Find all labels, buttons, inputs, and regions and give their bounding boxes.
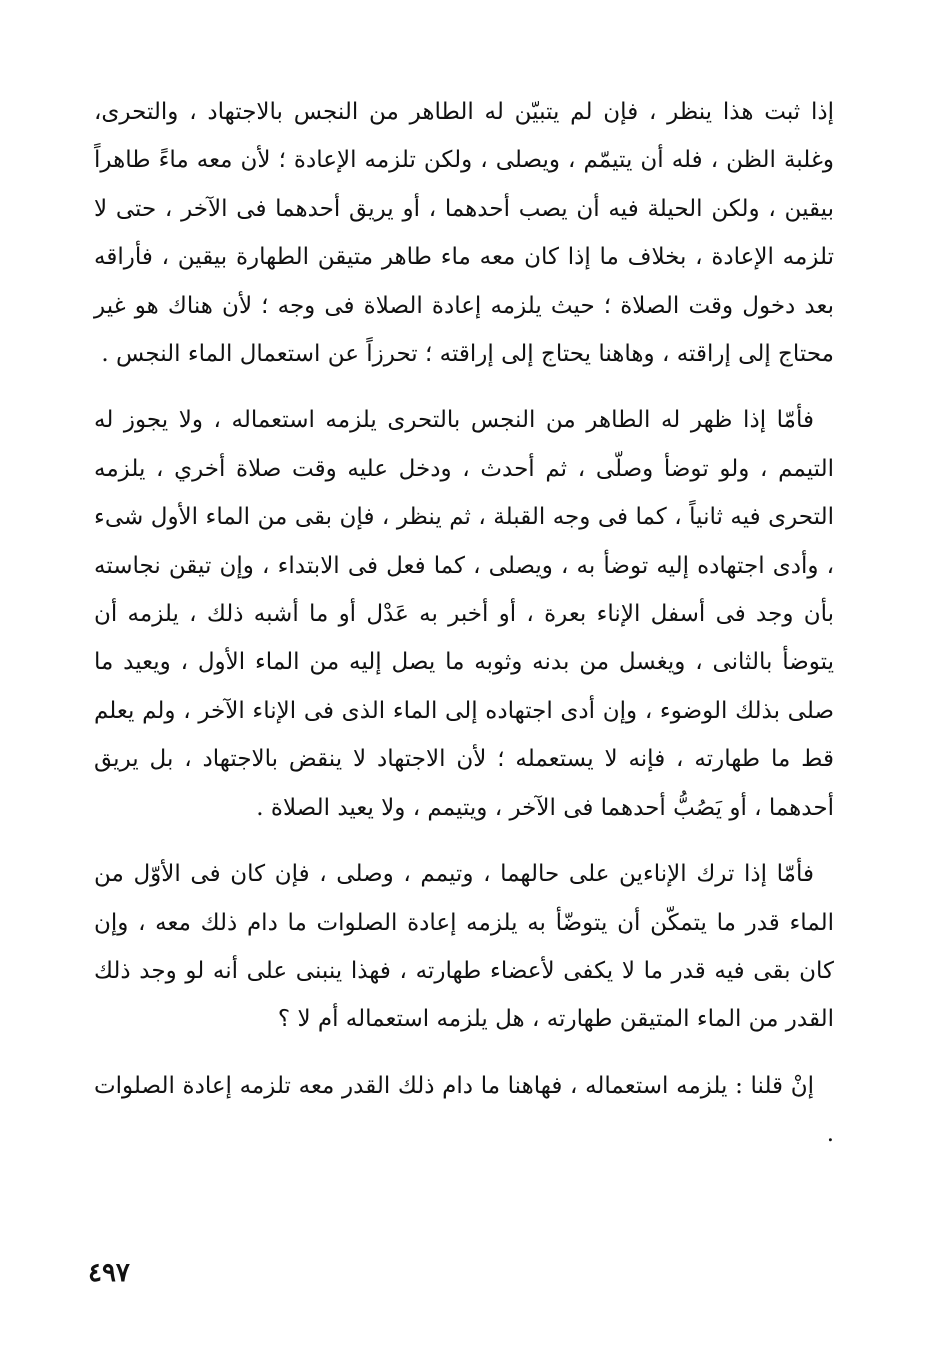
- paragraph-2: فأمّا إذا ظهر له الطاهر من النجس بالتحرى يلزمه استعماله ، ولا يجوز له التيمم ، ولو توضأ وصلّى ، ثم أحدث ، ودخل عليه وقت صلاة أخري ، يلزمه التحرى فيه ثانياً ، كما فى وجه القبلة ، ثم ينظر ، فإن بقى من الماء الأول شىء ، وأدى اجتهاده إليه توضأ به ، ويصلى ، كما فعل فى الابتداء ، وإن تيقن نجاسته بأن وجد فى أسفل الإناء بعرة ، أو أخبر به عَدْل أو ما أشبه ذلك ، يلزمه أن يتوضأ بالثانى ، ويغسل من بدنه وثوبه ما يصل إليه من الماء الأول ، ويعيد ما صلى بذلك الوضوء ، وإن أدى اجتهاده إلى الماء الذى فى الإناء الآخر ، ولم يعلم قط ما طهارته ، فإنه لا يستعمله ؛ لأن الاجتهاد لا ينقض بالاجتهاد ، بل يريق أحدهما ، أو يَصُبُّ أحدهما فى الآخر ، ويتيمم ، ولا يعيد الصلاة .: [94, 407, 834, 821]
- paragraph-3: فأمّا إذا ترك الإناءين على حالهما ، وتيمم ، وصلى ، فإن كان فى الأوّل من الماء قدر ما يتمكّن أن يتوضّأ به يلزمه إعادة الصلوات ما دام ذلك معه ، وإن كان بقى فيه قدر ما لا يكفى لأعضاء طهارته ، فهذا ينبنى على أنه لو وجد ذلك القدر من الماء المتيقن طهارته ، هل يلزمه استعماله أم لا ؟: [94, 861, 834, 1033]
- paragraph-1: إذا ثبت هذا ينظر ، فإن لم يتبيّن له الطاهر من النجس بالاجتهاد ، والتحرى، وغلبة الظن ، فله أن يتيمّم ، ويصلى ، ولكن تلزمه الإعادة ؛ لأن معه ماءً طاهراً بيقين ، ولكن الحيلة فيه أن يصب أحدهما ، أو يريق أحدهما فى الآخر ، حتى لا تلزمه الإعادة ، بخلاف ما إذا كان معه ماء طاهر متيقن الطهارة بيقين ، فأراقه بعد دخول وقت الصلاة ؛ حيث يلزمه إعادة الصلاة فى وجه ؛ لأن هناك هو غير محتاج إلى إراقته ، وهاهنا يحتاج إلى إراقته ؛ تحرزاً عن استعمال الماء النجس .: [94, 99, 834, 368]
- page-number: ٤٩٧: [88, 1258, 130, 1288]
- page-body: [94, 88, 834, 1177]
- paragraph-4: إنْ قلنا : يلزمه استعماله ، فهاهنا ما دام ذلك القدر معه تلزمه إعادة الصلوات .: [94, 1072, 834, 1148]
